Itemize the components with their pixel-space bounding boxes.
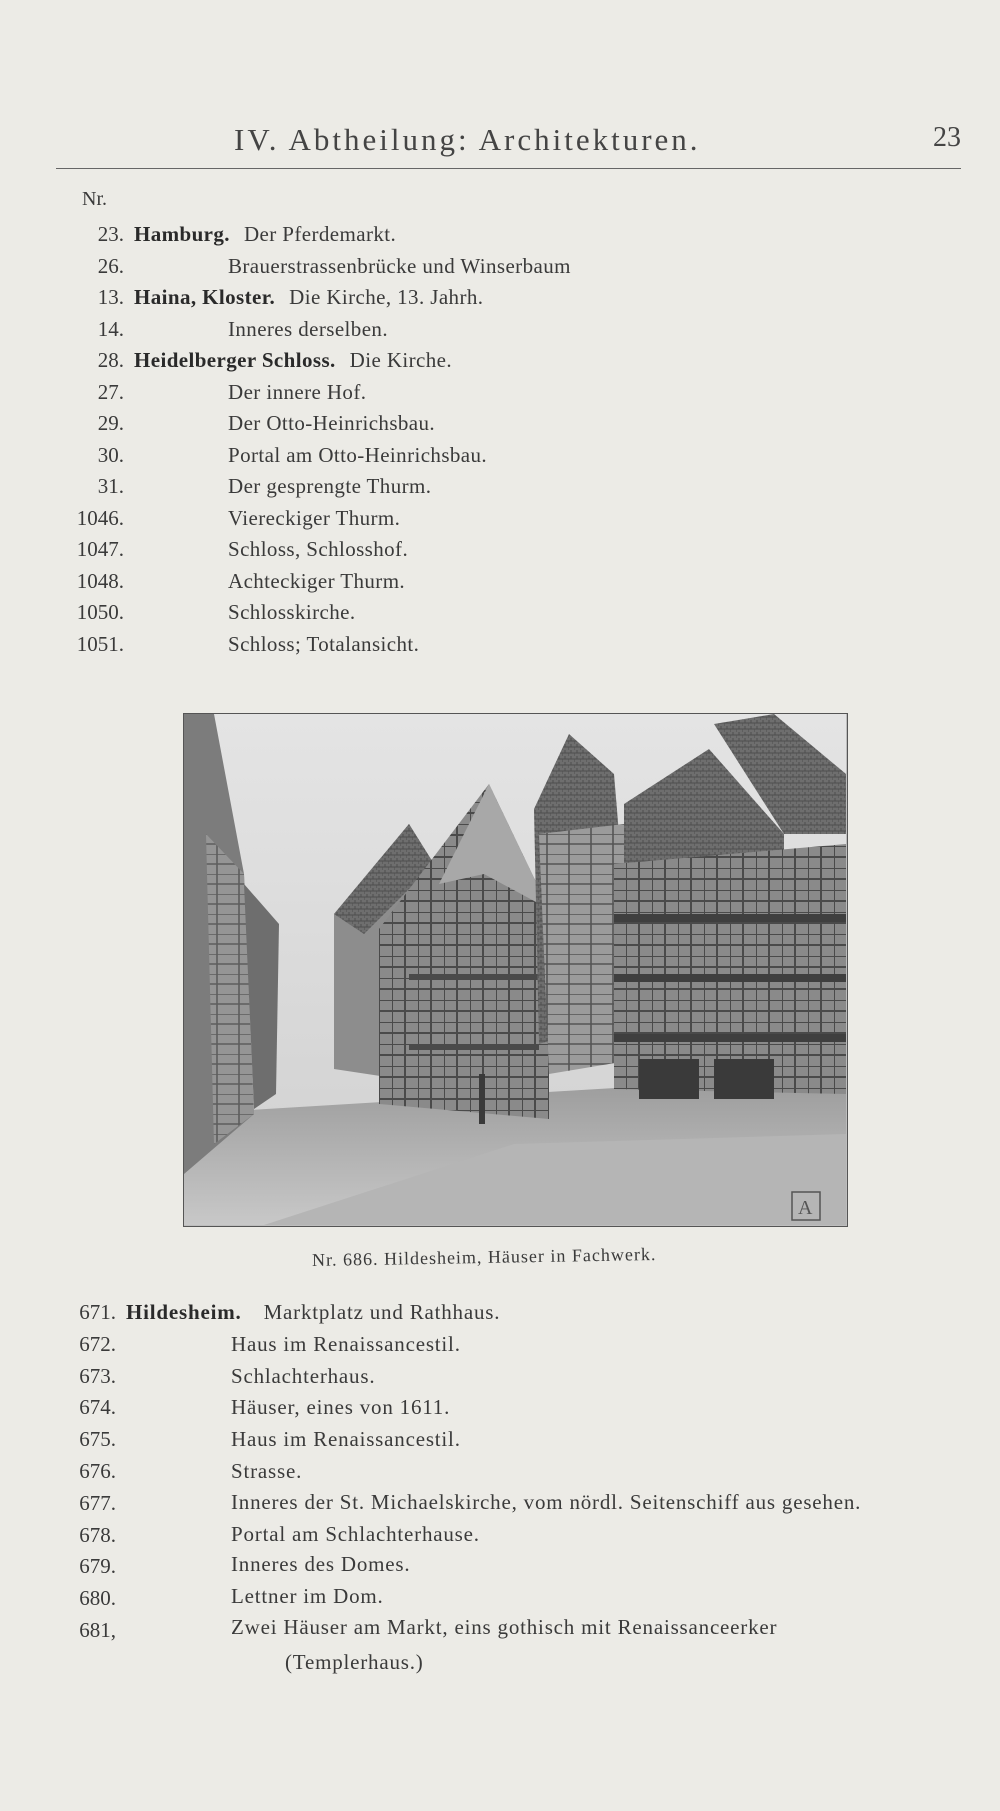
entry-description xyxy=(228,569,405,594)
entry-number-text: 30. xyxy=(97,442,124,467)
entry-number xyxy=(0,285,124,315)
entry-number xyxy=(0,1300,116,1330)
entry-description xyxy=(126,1300,500,1325)
entry-description xyxy=(231,1427,461,1452)
entry-number xyxy=(0,569,124,599)
entry-number xyxy=(0,1554,116,1584)
entry-title: Häuser, eines von 1611. xyxy=(231,1395,451,1420)
entry-number-text: 1050. xyxy=(76,600,124,624)
entry-number xyxy=(0,1459,116,1489)
photo-hildesheim-houses xyxy=(183,713,848,1227)
page-number: 23 xyxy=(933,122,961,153)
entry-number-text: 677. xyxy=(79,1490,116,1515)
entry-place: Hildesheim. xyxy=(126,1300,242,1324)
entry-title: Inneres des Domes. xyxy=(231,1552,411,1577)
entry-number-text: 1046. xyxy=(76,505,124,530)
entry-number xyxy=(0,1364,116,1394)
entry-title: Strasse. xyxy=(231,1459,303,1483)
entry-number xyxy=(0,1491,116,1521)
entry-description xyxy=(231,1490,861,1515)
entry-title: Der innere Hof. xyxy=(228,379,367,404)
entry-number xyxy=(0,537,124,567)
entry-description xyxy=(228,537,408,562)
entry-number-text: 679. xyxy=(79,1554,116,1579)
entry-title: Haus im Renaissancestil. xyxy=(231,1331,461,1356)
entry-number-text: 1051. xyxy=(76,631,124,656)
entry-number xyxy=(0,1523,116,1553)
entry-number xyxy=(0,348,124,378)
entry-title: (Templerhaus.) xyxy=(285,1649,424,1674)
entry-number-text: 26. xyxy=(97,253,124,278)
entry-number xyxy=(0,222,124,252)
entry-number-text: 671. xyxy=(79,1300,116,1324)
entry-description xyxy=(231,1332,461,1357)
entry-number-text: 1047. xyxy=(76,537,124,561)
entry-number xyxy=(0,254,124,284)
entry-description xyxy=(134,285,483,310)
entry-description xyxy=(228,254,571,279)
entry-description xyxy=(228,632,419,657)
entry-title: Schlosskirche. xyxy=(228,600,356,624)
entry-number xyxy=(0,1427,116,1457)
entry-number-text: 31. xyxy=(97,474,124,498)
header-rule xyxy=(56,168,961,169)
entry-title: Haus im Renaissancestil. xyxy=(231,1427,461,1452)
entry-number-text: 675. xyxy=(79,1427,116,1452)
entry-description xyxy=(231,1364,375,1389)
entry-number-text: 676. xyxy=(79,1459,116,1483)
entry-description xyxy=(231,1459,302,1484)
entry-number-text: 27. xyxy=(97,379,124,404)
entry-number-text: 1048. xyxy=(76,568,124,593)
entry-title: Lettner im Dom. xyxy=(231,1584,384,1609)
entry-number xyxy=(0,317,124,347)
entry-number-text: 13. xyxy=(97,285,124,309)
entry-number-text: 14. xyxy=(97,316,124,341)
entry-number-text: 672. xyxy=(79,1331,116,1356)
entry-number xyxy=(0,474,124,504)
entry-number-text: 673. xyxy=(79,1363,116,1388)
entry-number xyxy=(0,411,124,441)
entry-title: Zwei Häuser am Markt, eins gothisch mit Renaissanceerker xyxy=(231,1615,778,1639)
entry-title: Die Kirche. xyxy=(349,348,453,372)
entry-number-text: 23. xyxy=(97,222,124,246)
entry-title: Marktplatz und Rathhaus. xyxy=(263,1300,501,1324)
entry-title: Der gesprengte Thurm. xyxy=(228,474,432,498)
entry-number xyxy=(0,632,124,662)
entry-title: Inneres derselben. xyxy=(228,316,388,341)
entry-title: Inneres der St. Michaelskirche, vom nördl. Seitenschiff aus gesehen. xyxy=(231,1489,862,1514)
entry-description xyxy=(228,506,400,531)
entry-title: Der Pferdemarkt. xyxy=(243,222,397,246)
entry-description xyxy=(285,1650,424,1675)
entry-description xyxy=(228,380,366,405)
entry-title: Viereckiger Thurm. xyxy=(228,505,401,530)
entry-title: Schlachterhaus. xyxy=(231,1363,376,1388)
photo-monogram: A xyxy=(798,1197,813,1219)
entry-description xyxy=(228,317,388,342)
entry-description xyxy=(228,411,435,436)
entry-place: Haina, Kloster. xyxy=(134,285,276,309)
entry-number xyxy=(0,380,124,410)
page-header xyxy=(56,122,961,166)
entry-title: Portal am Schlachterhause. xyxy=(231,1521,480,1546)
entry-description xyxy=(134,348,452,373)
photo-caption: Nr. 686. Hildesheim, Häuser in Fachwerk. xyxy=(311,1243,657,1270)
entry-title: Der Otto-Heinrichsbau. xyxy=(228,411,436,435)
entry-number xyxy=(0,600,124,630)
entry-number-text: 680. xyxy=(79,1586,116,1611)
entry-number xyxy=(0,1395,116,1425)
entry-number xyxy=(0,1618,116,1648)
nr-column-label: Nr. xyxy=(82,188,107,210)
entry-title: Schloss; Totalansicht. xyxy=(228,631,420,656)
entry-description xyxy=(228,443,487,468)
entry-place: Heidelberger Schloss. xyxy=(134,348,336,372)
entry-place: Hamburg. xyxy=(134,222,230,246)
entry-description xyxy=(231,1615,777,1640)
entry-number-text: 29. xyxy=(97,411,124,435)
entry-description xyxy=(228,600,356,625)
entry-title: Achteckiger Thurm. xyxy=(228,568,406,593)
entry-title: Brauerstrassenbrücke und Winserbaum xyxy=(228,253,571,278)
entry-title: Portal am Otto-Heinrichsbau. xyxy=(228,442,488,467)
section-title: IV. Abtheilung: Architekturen. xyxy=(234,122,701,157)
entry-number-text: 681, xyxy=(79,1618,116,1642)
entry-description xyxy=(231,1552,410,1577)
entry-number xyxy=(0,1650,116,1680)
entry-number xyxy=(0,1332,116,1362)
entry-number-text: 674. xyxy=(79,1395,116,1420)
entry-number xyxy=(0,443,124,473)
entry-number xyxy=(0,506,124,536)
entry-description xyxy=(228,474,431,499)
entry-description xyxy=(231,1522,480,1547)
street-scene-illustration xyxy=(184,714,846,1225)
entry-title: Schloss, Schlosshof. xyxy=(228,537,409,561)
entry-description xyxy=(134,222,396,247)
entry-number-text: 678. xyxy=(79,1522,116,1547)
entry-description xyxy=(231,1395,450,1420)
entry-number-text: 28. xyxy=(97,348,124,372)
entry-description xyxy=(231,1584,384,1609)
entry-number xyxy=(0,1586,116,1616)
entry-title: Die Kirche, 13. Jahrh. xyxy=(289,285,484,309)
